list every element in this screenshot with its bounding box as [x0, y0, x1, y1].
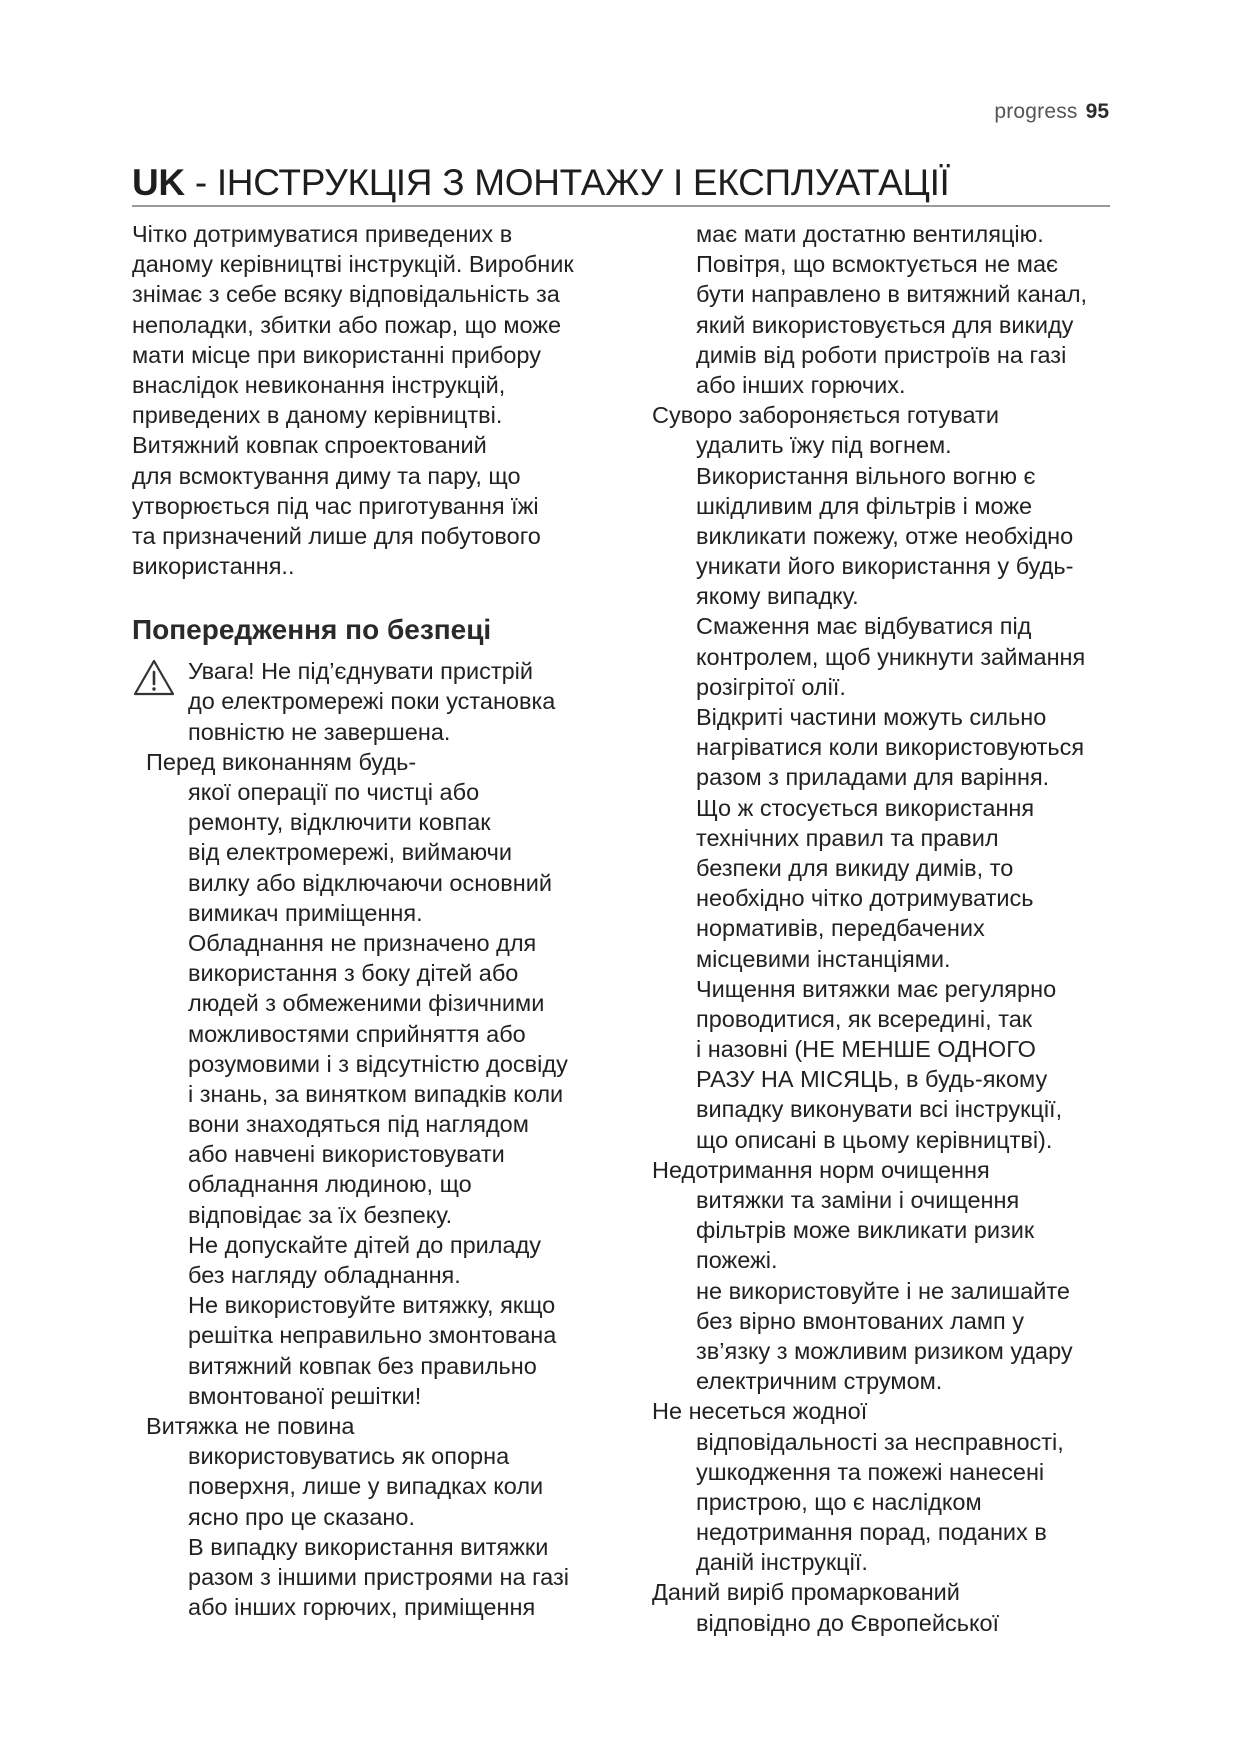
- text-line: Не допускайте дітей до приладу: [188, 1231, 542, 1258]
- text-line: місцевими інстанціями.: [696, 945, 951, 972]
- warning-text: [132, 656, 632, 747]
- text-line: без нагляду обладнання.: [188, 1262, 461, 1288]
- text-line: РАЗУ НА МІСЯЦЬ, в будь-якому: [696, 1066, 1048, 1093]
- text-line: безпеки для викиду димів, то: [696, 854, 1014, 881]
- text-line: або інших горючих.: [696, 371, 906, 398]
- title-text: - ІНСТРУКЦІЯ З МОНТАЖУ І ЕКСПЛУАТАЦІЇ: [184, 162, 950, 203]
- text-line: пристрою, що є наслідком: [696, 1488, 982, 1515]
- text-line: нормативів, передбачених: [696, 915, 985, 942]
- safety-item: [652, 1396, 1117, 1577]
- item-first-line: Перед виконанням будь-: [146, 748, 417, 775]
- text-line: технічних правил та правил: [696, 824, 999, 851]
- right-column: [652, 219, 1117, 1638]
- text-line: ушкодження та пожежі нанесені: [696, 1458, 1045, 1485]
- text-line: необхідно чітко дотримуватись: [696, 885, 1034, 912]
- text-line: Чищення витяжки має регулярно: [696, 975, 1057, 1002]
- text-line: поверхня, лише у випадках коли: [188, 1473, 544, 1500]
- text-line: ясно про це сказано.: [188, 1503, 416, 1530]
- safety-item: [652, 1155, 1117, 1397]
- text-line: витяжки та заміни і очищення: [696, 1187, 1020, 1213]
- text-line: удалить їжу під вогнем.: [696, 432, 952, 459]
- brand-name: progress: [994, 100, 1078, 123]
- text-line: Чітко дотримуватися приведених в: [132, 221, 513, 247]
- text-line: електричним струмом.: [696, 1368, 943, 1395]
- text-line: недотримання порад, поданих в: [696, 1519, 1047, 1546]
- text-line: вони знаходяться під наглядом: [188, 1111, 529, 1138]
- text-line: решітка неправильно змонтована: [188, 1322, 557, 1349]
- text-line: відповідно до Європейської: [696, 1609, 1000, 1636]
- text-line: контролем, щоб уникнути займання: [696, 643, 1086, 670]
- text-line: людей з обмеженими фізичними: [188, 990, 545, 1017]
- text-line: бути направлено в витяжний канал,: [696, 281, 1088, 308]
- text-line: фільтрів може викликати ризик: [696, 1217, 1035, 1244]
- text-line: якої операції по чистці або: [188, 779, 480, 805]
- safety-item: [652, 1577, 1117, 1637]
- item-body: [652, 1427, 1117, 1578]
- text-line: Не використовуйте витяжку, якщо: [188, 1292, 556, 1319]
- text-line: димів від роботи пристроїв на газі: [696, 341, 1067, 368]
- text-line: витяжний ковпак без правильно: [188, 1352, 537, 1379]
- text-line: Відкриті частини можуть сильно: [696, 704, 1047, 730]
- text-line: приведених в даному керівництві.: [132, 402, 503, 429]
- text-line: для всмоктування диму та пару, що: [132, 462, 521, 489]
- text-line: внаслідок невиконання інструкцій,: [132, 371, 506, 398]
- safety-item: [132, 1411, 632, 1622]
- text-line: або інших горючих, приміщення: [188, 1594, 536, 1621]
- text-line: ремонту, відключити ковпак: [188, 809, 491, 836]
- item-first-line: Недотримання норм очищення: [652, 1156, 990, 1183]
- safety-item: [652, 400, 1117, 1155]
- text-line: пожежі.: [696, 1247, 778, 1274]
- text-line: викликати пожежу, отже необхідно: [696, 522, 1074, 549]
- page-header: [994, 100, 1109, 124]
- text-line: Обладнання не призначено для: [188, 929, 537, 956]
- text-line: використання з боку дітей або: [188, 960, 519, 987]
- text-line: Увага! Не під’єднувати пристрій: [188, 658, 534, 685]
- item-body: [132, 1441, 632, 1622]
- text-line: мати місце при використанні прибору: [132, 341, 541, 368]
- text-line: проводитися, як всередині, так: [696, 1005, 1033, 1032]
- text-line: розігрітої олії.: [696, 673, 846, 700]
- safety-item: [132, 747, 632, 1411]
- page-title: [132, 160, 1110, 206]
- text-line: і знань, за винятком випадків коли: [188, 1080, 564, 1107]
- text-line: без вірно вмонтованих ламп у: [696, 1307, 1025, 1334]
- text-line: від електромережі, виймаючи: [188, 839, 513, 866]
- text-line: вимикач приміщення.: [188, 899, 423, 926]
- text-line: або навчені використовувати: [188, 1141, 505, 1168]
- text-line: який використовується для викиду: [696, 311, 1074, 338]
- text-line: можливостями сприйняття або: [188, 1020, 526, 1047]
- item-first-line: Суворо забороняється готувати: [652, 402, 999, 429]
- text-line: обладнання людиною, що: [188, 1171, 472, 1198]
- text-line: та призначений лише для побутового: [132, 522, 541, 549]
- text-line: використовуватись як опорна: [188, 1443, 510, 1470]
- text-line: випадку виконувати всі інструкції,: [696, 1096, 1063, 1123]
- page-number: 95: [1085, 100, 1109, 123]
- text-line: використання..: [132, 553, 295, 580]
- text-line: відповідає за їх безпеку.: [188, 1201, 453, 1228]
- text-line: Повітря, що всмоктується не має: [696, 251, 1059, 278]
- text-line: В випадку використання витяжки: [188, 1533, 549, 1560]
- item-body: [652, 430, 1117, 1155]
- left-column: [132, 219, 632, 1622]
- intro-paragraph: [132, 219, 632, 581]
- text-line: Смаження має відбуватися під: [696, 613, 1032, 640]
- item-continuation: [652, 219, 1117, 400]
- language-code: UK: [132, 162, 185, 203]
- text-line: Використання вільного вогню є: [696, 462, 1036, 489]
- text-line: що описані в цьому керівництві).: [696, 1126, 1053, 1153]
- item-body: [652, 1185, 1117, 1396]
- text-line: вилку або відключаючи основний: [188, 869, 552, 896]
- text-line: уникати його використання у будь-: [696, 553, 1074, 580]
- text-line: утворюється під час приготування їжі: [132, 492, 539, 519]
- text-line: розумовими і з відсутністю досвіду: [188, 1050, 568, 1077]
- text-line: разом з приладами для варіння.: [696, 764, 1050, 791]
- warning-triangle-icon: [132, 658, 176, 698]
- item-body: [652, 1608, 1117, 1638]
- text-line: відповідальності за несправності,: [696, 1428, 1064, 1455]
- text-line: знімає з себе всяку відповідальність за: [132, 281, 560, 308]
- text-line: нагріватися коли використовуються: [696, 734, 1085, 761]
- text-line: разом з іншими пристроями на газі: [188, 1563, 569, 1590]
- text-line: вмонтованої решітки!: [188, 1382, 422, 1409]
- text-line: не використовуйте і не залишайте: [696, 1277, 1070, 1304]
- text-line: якому випадку.: [696, 583, 859, 610]
- warning-block: [132, 656, 632, 747]
- item-first-line: Даний виріб промаркований: [652, 1579, 960, 1606]
- text-line: зв’язку з можливим ризиком удару: [696, 1337, 1073, 1364]
- item-body: [132, 777, 632, 1411]
- text-line: до електромережі поки установка: [188, 688, 556, 715]
- text-line: Що ж стосується використання: [696, 794, 1035, 821]
- text-line: даній інструкції.: [696, 1549, 868, 1576]
- text-line: неполадки, збитки або пожар, що може: [132, 311, 562, 338]
- section-heading: Попередження по безпеці: [132, 614, 492, 646]
- text-line: Витяжний ковпак спроектований: [132, 432, 487, 459]
- text-line: має мати достатню вентиляцію.: [696, 221, 1044, 247]
- text-line: шкідливим для фільтрів і може: [696, 492, 1033, 519]
- text-line: повністю не завершена.: [188, 718, 451, 745]
- item-first-line: Витяжка не повина: [146, 1412, 355, 1439]
- text-line: і назовні (НЕ МЕНШЕ ОДНОГО: [696, 1036, 1036, 1063]
- item-first-line: Не несеться жодної: [652, 1398, 868, 1425]
- text-line: даному керівництві інструкцій. Виробник: [132, 251, 574, 278]
- title-divider: [132, 205, 1110, 207]
